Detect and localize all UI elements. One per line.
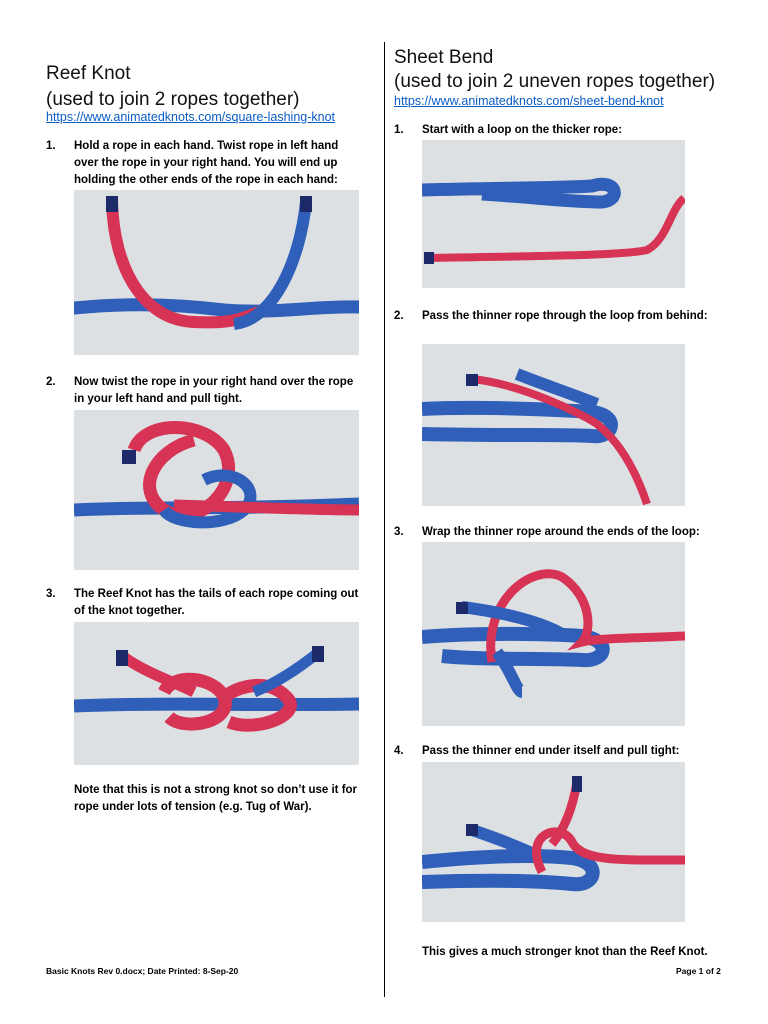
sheet-step-2-photo <box>422 344 685 506</box>
sheet-step-1-photo <box>422 140 685 288</box>
sheet-bend-note: This gives a much stronger knot than the Reef Knot. <box>422 946 708 958</box>
sheet-bend-subtitle: (used to join 2 uneven ropes together) <box>394 71 716 92</box>
sheet-step-4-photo <box>422 762 685 922</box>
sheet-step-3-photo <box>422 542 685 726</box>
reef-knot-subtitle: (used to join 2 ropes together) <box>46 89 300 110</box>
reef-step-1-photo <box>74 190 359 355</box>
reef-step-2-photo <box>74 410 359 570</box>
reef-step-3-photo <box>74 622 359 765</box>
footer-right: Page 1 of 2 <box>676 966 721 976</box>
sheet-bend-link[interactable]: https://www.animatedknots.com/sheet-bend-knot <box>394 94 664 108</box>
reef-knot-title: Reef Knot <box>46 63 131 84</box>
column-divider <box>384 42 385 997</box>
footer-left: Basic Knots Rev 0.docx; Date Printed: 8-Sep-20 <box>46 966 239 976</box>
sheet-bend-title: Sheet Bend <box>394 47 494 68</box>
reef-note: Note that this is not a strong knot so don’t use it for rope under lots of tension (e.g. Tug of War). <box>74 784 358 813</box>
reef-knot-link[interactable]: https://www.animatedknots.com/square-lashing-knot <box>46 110 336 124</box>
